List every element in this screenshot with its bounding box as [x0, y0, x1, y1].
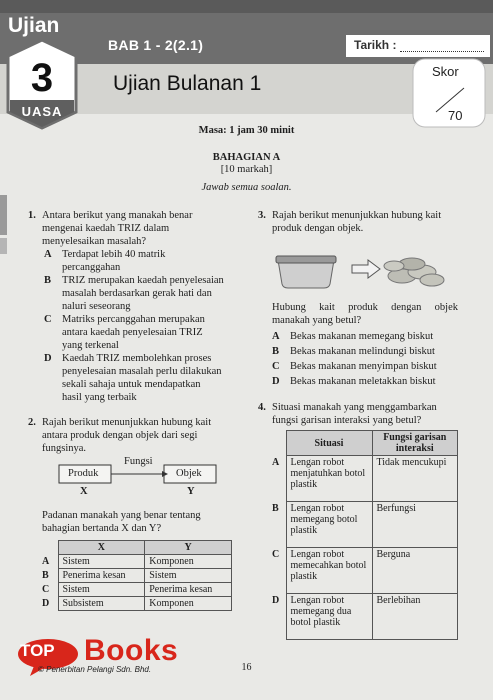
q4-answer-table — [268, 430, 458, 640]
question-number: 1. — [28, 210, 36, 221]
option-letter: A — [272, 331, 280, 342]
page-title: Ujian Bulanan 1 — [113, 72, 262, 95]
column-header: Y — [145, 541, 232, 555]
cell-x: Subsistem — [58, 597, 145, 611]
row-letter: D — [42, 597, 50, 609]
row-letter: B — [272, 502, 279, 514]
function-label: Fungsi — [124, 456, 153, 467]
cell-situasi: Lengan robot memecahkan botol plastik — [286, 548, 372, 594]
table-header-row — [38, 541, 232, 555]
stem-line: Rajah berikut menunjukkan hubung kait — [42, 417, 212, 428]
question-stem — [272, 209, 458, 235]
table-row[interactable] — [38, 555, 232, 569]
cell-situasi: Lengan robot memegang dua botol plastik — [286, 594, 372, 640]
cell-x: Penerima kesan — [58, 569, 145, 583]
cell-situasi: Lengan robot memegang botol plastik — [286, 502, 372, 548]
badge-number: 3 — [30, 56, 54, 100]
cell-y: Komponen — [145, 555, 232, 569]
option-text: Bekas makanan melindungi biskut — [290, 346, 435, 357]
stem-line: Antara berikut yang manakah benar — [42, 210, 193, 221]
option-line: sekali sahaja untuk mendapatkan — [62, 379, 201, 390]
option-line: Kaedah TRIZ membolehkan proses — [62, 353, 212, 364]
option-letter: C — [44, 314, 52, 325]
option-letter: B — [44, 275, 52, 286]
row-letter: D — [272, 594, 280, 606]
option-line: penyelesaian masalah perlu dilakukan — [62, 366, 222, 377]
stem-line: Rajah berikut menunjukkan hubung kait — [272, 210, 442, 221]
table-row[interactable] — [268, 502, 458, 548]
date-field — [346, 35, 490, 57]
option-line: yang terkenal — [62, 340, 119, 351]
table-corner — [38, 541, 58, 555]
row-letter: A — [42, 555, 50, 567]
y-label: Y — [187, 486, 195, 497]
question-line: manakah yang betul? — [272, 315, 362, 326]
side-tab — [0, 195, 7, 235]
q2-answer-table — [38, 540, 232, 611]
duration-label: Masa: 1 jam 30 minit — [198, 125, 295, 136]
score-total: 70 — [448, 108, 463, 123]
column-header: Situasi — [286, 431, 372, 456]
row-letter: A — [272, 456, 280, 468]
column-header: X — [58, 541, 145, 555]
stem-line: menyelesaikan masalah? — [42, 236, 147, 247]
question-number: 4. — [258, 402, 266, 413]
page-number: 16 — [241, 662, 252, 673]
table-header-row — [268, 431, 458, 456]
q2-question — [42, 509, 238, 535]
section-title: BAHAGIAN A — [212, 152, 281, 163]
cell-y: Sistem — [145, 569, 232, 583]
table-row[interactable] — [268, 456, 458, 502]
table-corner — [268, 431, 286, 456]
table-row[interactable] — [38, 583, 232, 597]
option-line: masalah berdasarkan gerak hati dan — [62, 288, 212, 299]
container-to-biscuit-illustration — [272, 248, 452, 290]
option-text: Bekas makanan meletakkan biskut — [290, 376, 436, 387]
table-row[interactable] — [38, 597, 232, 611]
cell-fungsi: Berlebihan — [372, 594, 458, 640]
object-box-label: Objek — [176, 468, 202, 479]
section-marks: [10 markah] — [220, 164, 273, 175]
stem-line: mengenai kaedah TRIZ dalam — [42, 223, 170, 234]
stem-line: Situasi manakah yang menggambarkan — [272, 402, 437, 413]
option-letter: A — [44, 249, 52, 260]
option-text: Bekas makanan menyimpan biskut — [290, 361, 437, 372]
cell-x: Sistem — [58, 583, 145, 597]
stem-line: produk dengan objek. — [272, 223, 364, 234]
question-stem — [42, 209, 238, 248]
product-box-label: Produk — [68, 468, 99, 479]
question-number: 3. — [258, 210, 266, 221]
date-label: Tarikh : — [354, 38, 397, 52]
stem-line: fungsi garisan interaksi yang betul? — [272, 415, 422, 426]
question-number: 2. — [28, 417, 36, 428]
badge-sub: UASA — [21, 104, 63, 119]
cell-y: Penerima kesan — [145, 583, 232, 597]
side-tab-small — [0, 238, 7, 254]
header-top-strip — [0, 0, 493, 13]
question-line: Padanan manakah yang benar tentang — [42, 510, 201, 521]
arrow-icon — [352, 260, 380, 278]
column-header: Fungsi garisan interaksi — [372, 431, 458, 456]
option-line: percanggahan — [62, 262, 121, 273]
ujian-label: Ujian — [8, 14, 60, 37]
option-letter: C — [272, 361, 280, 372]
row-letter: B — [42, 569, 49, 581]
date-line — [400, 51, 484, 52]
option-line: Matriks percanggahan merupakan — [62, 314, 205, 325]
option-line: antara kaedah penyelesaian TRIZ — [62, 327, 203, 338]
question-line: Hubung kait produk dengan objek — [272, 302, 458, 313]
cell-y: Komponen — [145, 597, 232, 611]
table-row[interactable] — [268, 548, 458, 594]
publisher-credit: © Penerbitan Pelangi Sdn. Bhd. — [38, 665, 152, 674]
option-line: naluri seseorang — [62, 301, 131, 312]
question-stem — [272, 401, 458, 427]
score-label: Skor — [432, 64, 459, 79]
row-letter: C — [272, 548, 280, 560]
option-line: Terdapat lebih 40 matrik — [62, 249, 166, 260]
option-text: Bekas makanan memegang biskut — [290, 331, 434, 342]
question-stem — [42, 416, 238, 455]
cell-fungsi: Berfungsi — [372, 502, 458, 548]
option-line: hasil yang terbaik — [62, 392, 137, 403]
section-instruction: Jawab semua soalan. — [201, 182, 292, 193]
cell-x: Sistem — [58, 555, 145, 569]
cell-fungsi: Tidak mencukupi — [372, 456, 458, 502]
question-line: bahagian bertanda X dan Y? — [42, 523, 162, 534]
row-letter: C — [42, 583, 50, 595]
table-row[interactable] — [38, 569, 232, 583]
stem-line: antara produk dengan objek dari segi — [42, 430, 198, 441]
logo-books-text: Books — [84, 634, 179, 667]
option-letter: B — [272, 346, 280, 357]
chapter-label: BAB 1 - 2(2.1) — [108, 37, 204, 53]
option-line: TRIZ merupakan kaedah penyelesaian — [62, 275, 224, 286]
table-row[interactable] — [268, 594, 458, 640]
x-label: X — [80, 486, 88, 497]
option-letter: D — [272, 376, 280, 387]
option-letter: D — [44, 353, 52, 364]
food-container-icon — [276, 256, 336, 288]
biscuits-icon — [384, 258, 444, 286]
cell-fungsi: Berguna — [372, 548, 458, 594]
q3-question — [272, 301, 458, 327]
stem-line: fungsinya. — [42, 443, 87, 454]
logo-top-text: TOP — [20, 641, 55, 660]
cell-situasi: Lengan robot menjatuhkan botol plastik — [286, 456, 372, 502]
